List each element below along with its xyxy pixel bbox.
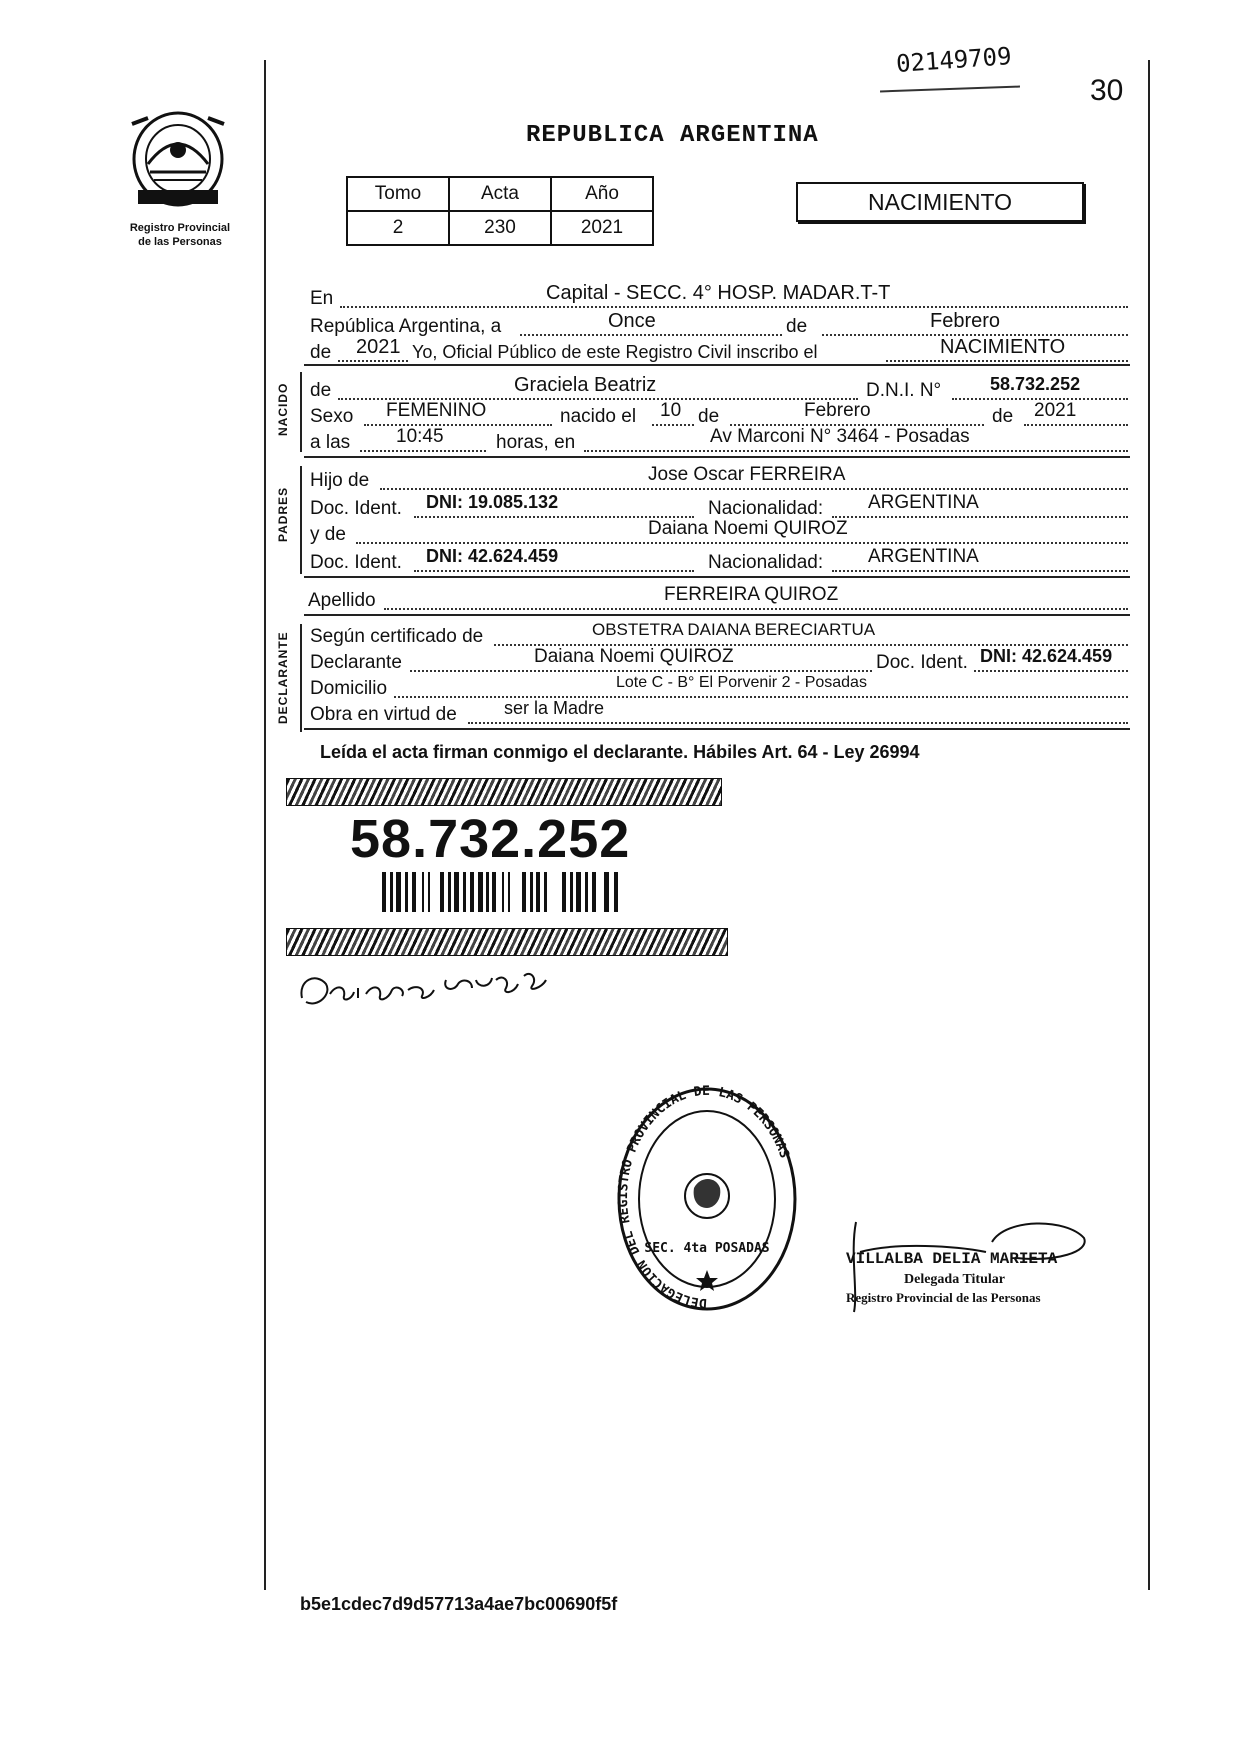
day-word: Once xyxy=(608,310,656,332)
table-header-tomo: Tomo xyxy=(347,177,449,211)
divider-nacido xyxy=(304,456,1130,458)
seal-ring-text: DELEGACION DEL REGISTRO PROVINCIAL DE LAS PERSONAS xyxy=(616,1084,792,1311)
serial-number: 02149709 xyxy=(895,42,1013,78)
event-value: NACIMIENTO xyxy=(940,336,1066,358)
dni-label: D.N.I. N° xyxy=(866,380,942,401)
decl-doc-dots xyxy=(974,670,1128,672)
a-las-label: a las xyxy=(310,432,351,453)
en-label: En xyxy=(310,288,334,309)
official-title: Delegada Titular xyxy=(904,1272,1005,1287)
mother-nationality: ARGENTINA xyxy=(868,546,979,567)
birth-place-dots xyxy=(584,450,1128,452)
nacido-el-label: nacido el xyxy=(560,406,637,427)
country-title: REPUBLICA ARGENTINA xyxy=(526,122,819,149)
year-value: 2021 xyxy=(356,336,401,358)
official-institution: Registro Provincial de las Personas xyxy=(846,1290,1041,1305)
father-doc: DNI: 19.085.132 xyxy=(426,492,559,512)
hour-dots xyxy=(360,450,486,452)
birth-year: 2021 xyxy=(1034,400,1077,421)
cert-value: OBSTETRA DAIANA BERECIARTUA xyxy=(592,620,876,639)
divider-apellido xyxy=(304,614,1130,616)
signing-statement: Leída el acta firman conmigo el declarante. Hábiles Art. 64 - Ley 26994 xyxy=(320,742,920,762)
father-dots xyxy=(380,488,1128,490)
child-dni: 58.732.252 xyxy=(990,374,1081,394)
en-dots xyxy=(340,306,1128,308)
birth-month: Febrero xyxy=(804,400,871,421)
father-nat-dots xyxy=(832,516,1128,518)
birth-hour: 10:45 xyxy=(396,426,444,447)
document-hash: b5e1cdec7d9d57713a4ae7bc00690f5f xyxy=(300,1594,618,1614)
day-dots xyxy=(520,334,782,336)
apellido-value: FERREIRA QUIROZ xyxy=(664,584,839,605)
barcode xyxy=(382,872,626,912)
declarante-value: Daiana Noemi QUIROZ xyxy=(534,646,734,667)
domicilio-label: Domicilio xyxy=(310,678,388,699)
apellido-label: Apellido xyxy=(308,590,376,611)
child-name: Graciela Beatriz xyxy=(514,374,657,396)
left-margin-line xyxy=(264,60,266,1590)
register-table-header-row xyxy=(347,177,653,211)
table-value-acta: 230 xyxy=(449,211,551,245)
divider-intro xyxy=(304,364,1130,366)
register-table xyxy=(346,176,654,246)
logo-caption-line1: Registro Provincial xyxy=(129,222,231,234)
declarante-side-bar xyxy=(300,624,302,732)
obra-dots xyxy=(468,722,1128,724)
birth-day: 10 xyxy=(660,400,682,421)
apellido-dots xyxy=(384,608,1128,610)
de-label-1: de xyxy=(786,316,808,337)
father-name: Jose Oscar FERREIRA xyxy=(648,464,846,485)
republica-label: República Argentina, a xyxy=(310,316,502,337)
divider-declarante xyxy=(304,728,1130,730)
nacido-side-bar xyxy=(300,372,302,452)
security-stripe-top xyxy=(286,778,722,806)
event-dots xyxy=(886,360,1128,362)
declarante-dots xyxy=(410,670,872,672)
place-value: Capital - SECC. 4° HOSP. MADAR.T-T xyxy=(546,282,891,304)
y-de-label: y de xyxy=(310,524,346,545)
father-nat-label: Nacionalidad: xyxy=(708,498,824,519)
register-table-value-row xyxy=(347,211,653,245)
mother-name: Daiana Noemi QUIROZ xyxy=(648,518,848,539)
horas-en-label: horas, en xyxy=(496,432,576,453)
obra-value: ser la Madre xyxy=(504,698,605,718)
obra-label: Obra en virtud de xyxy=(310,704,457,725)
page-number: 30 xyxy=(1090,74,1124,107)
table-header-acta: Acta xyxy=(449,177,551,211)
decl-doc-value: DNI: 42.624.459 xyxy=(980,646,1113,666)
declarant-signature xyxy=(296,950,556,1020)
mother-dots xyxy=(356,542,1128,544)
official-seal xyxy=(614,1084,800,1314)
father-doc-label: Doc. Ident. xyxy=(310,498,402,519)
serial-underline xyxy=(880,86,1020,93)
father-nationality: ARGENTINA xyxy=(868,492,979,513)
nacido-de-label-3: de xyxy=(992,406,1014,427)
mother-doc-dots xyxy=(414,570,694,572)
seal-inner-text: SEC. 4ta POSADAS xyxy=(644,1241,770,1256)
decl-doc-label: Doc. Ident. xyxy=(876,652,968,673)
hijo-de-label: Hijo de xyxy=(310,470,370,491)
nacido-de-label-2: de xyxy=(698,406,720,427)
padres-side-bar xyxy=(300,466,302,574)
birth-place: Av Marconi N° 3464 - Posadas xyxy=(710,426,970,447)
sexo-value: FEMENINO xyxy=(386,400,487,421)
domicilio-value: Lote C - B° El Porvenir 2 - Posadas xyxy=(616,674,867,691)
year-dots xyxy=(338,360,408,362)
logo-caption-line2: de las Personas xyxy=(138,236,222,248)
nacido-de-label: de xyxy=(310,380,332,401)
declarante-section-label: DECLARANTE xyxy=(276,631,290,724)
birth-day-dots xyxy=(652,424,694,426)
table-header-anio: Año xyxy=(551,177,653,211)
barcode-number: 58.732.252 xyxy=(350,809,631,869)
mother-nat-dots xyxy=(832,570,1128,572)
inscribo-text: Yo, Oficial Público de este Registro Civil inscribo el xyxy=(412,342,818,362)
month-value: Febrero xyxy=(930,310,1001,332)
province-logo xyxy=(118,104,238,214)
right-margin-line xyxy=(1148,60,1150,1590)
table-value-tomo: 2 xyxy=(347,211,449,245)
birth-year-dots xyxy=(1024,424,1128,426)
sexo-label: Sexo xyxy=(310,406,354,427)
cert-label: Según certificado de xyxy=(310,626,484,647)
record-type-box: NACIMIENTO xyxy=(796,182,1084,222)
declarante-label: Declarante xyxy=(310,652,402,673)
nacido-section-label: NACIDO xyxy=(276,382,290,436)
official-name: VILLALBA DELIA MARIETA xyxy=(846,1250,1058,1268)
mother-doc-label: Doc. Ident. xyxy=(310,552,402,573)
mother-nat-label: Nacionalidad: xyxy=(708,552,824,573)
de-year-label: de xyxy=(310,342,332,363)
sexo-dots xyxy=(364,424,552,426)
divider-padres xyxy=(304,576,1130,578)
padres-section-label: PADRES xyxy=(276,486,290,542)
mother-doc: DNI: 42.624.459 xyxy=(426,546,559,566)
table-value-anio: 2021 xyxy=(551,211,653,245)
